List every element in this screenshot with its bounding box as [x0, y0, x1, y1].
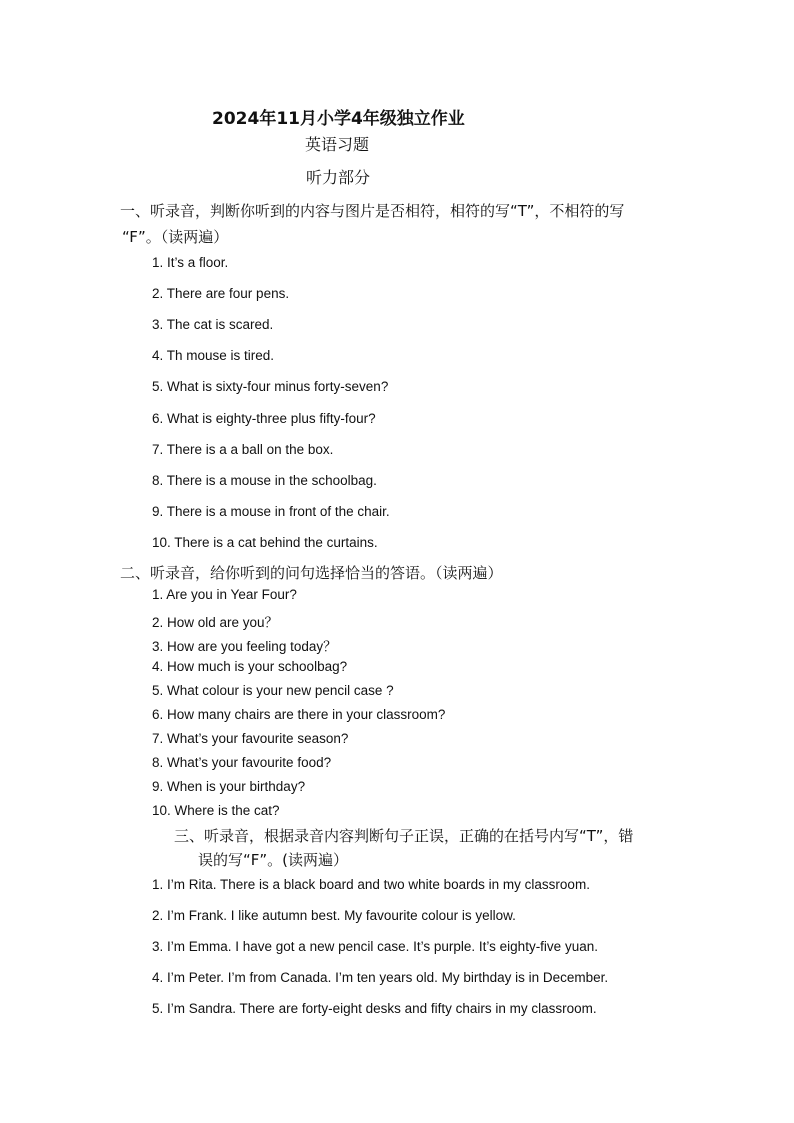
list-item: 6. What is eighty-three plus fifty-four?: [152, 411, 376, 426]
list-item: 6. How many chairs are there in your classroom?: [152, 707, 446, 722]
list-item: 2. How old are you？: [152, 615, 279, 630]
list-item: 5. What is sixty-four minus forty-seven?: [152, 379, 389, 394]
list-item: 5. What colour is your new pencil case ?: [152, 683, 394, 698]
list-item: 2. There are four pens.: [152, 286, 290, 301]
page-title: 2024年11月小学4年级独立作业: [212, 109, 465, 129]
list-item: 4. How much is your schoolbag?: [152, 659, 348, 674]
section-two-heading: 二、听录音，给你听到的问句选择恰当的答语。（读两遍）: [120, 564, 503, 582]
list-item: 1. Are you in Year Four?: [152, 587, 297, 602]
section-one-heading-line2: “F”。（读两遍）: [122, 228, 229, 246]
page-subtitle: 英语习题: [305, 135, 370, 154]
list-item: 7. There is a a ball on the box.: [152, 442, 334, 457]
list-item: 9. When is your birthday?: [152, 779, 306, 794]
list-item: 8. What’s your favourite food?: [152, 755, 332, 770]
list-item: 3. The cat is scared.: [152, 317, 274, 332]
section-one-heading-line1: 一、听录音，判断你听到的内容与图片是否相符，相符的写“T”，不相符的写: [120, 202, 625, 220]
list-item: 10. Where is the cat?: [152, 803, 280, 818]
list-item: 4. Th mouse is tired.: [152, 348, 275, 363]
list-item: 2. I’m Frank. I like autumn best. My favourite colour is yellow.: [152, 908, 516, 923]
list-item: 1. It’s a floor.: [152, 255, 229, 270]
list-item: 9. There is a mouse in front of the chair.: [152, 504, 390, 519]
list-item: 4. I’m Peter. I’m from Canada. I’m ten years old. My birthday is in December.: [152, 970, 609, 985]
section-three-heading-line1: 三、听录音，根据录音内容判断句子正误，正确的在括号内写“T”，错: [174, 827, 634, 845]
list-item: 7. What’s your favourite season?: [152, 731, 349, 746]
list-item: 5. I’m Sandra. There are forty-eight desks and fifty chairs in my classroom.: [152, 1001, 597, 1016]
list-item: 8. There is a mouse in the schoolbag.: [152, 473, 377, 488]
list-item: 3. How are you feeling today？: [152, 639, 337, 654]
list-item: 10. There is a cat behind the curtains.: [152, 535, 378, 550]
section-three-heading-line2: 误的写“F”。(读两遍）: [198, 851, 349, 869]
part-heading: 听力部分: [306, 168, 371, 187]
list-item: 1. I’m Rita. There is a black board and two white boards in my classroom.: [152, 877, 590, 892]
list-item: 3. I’m Emma. I have got a new pencil case. It’s purple. It’s eighty-five yuan.: [152, 939, 598, 954]
